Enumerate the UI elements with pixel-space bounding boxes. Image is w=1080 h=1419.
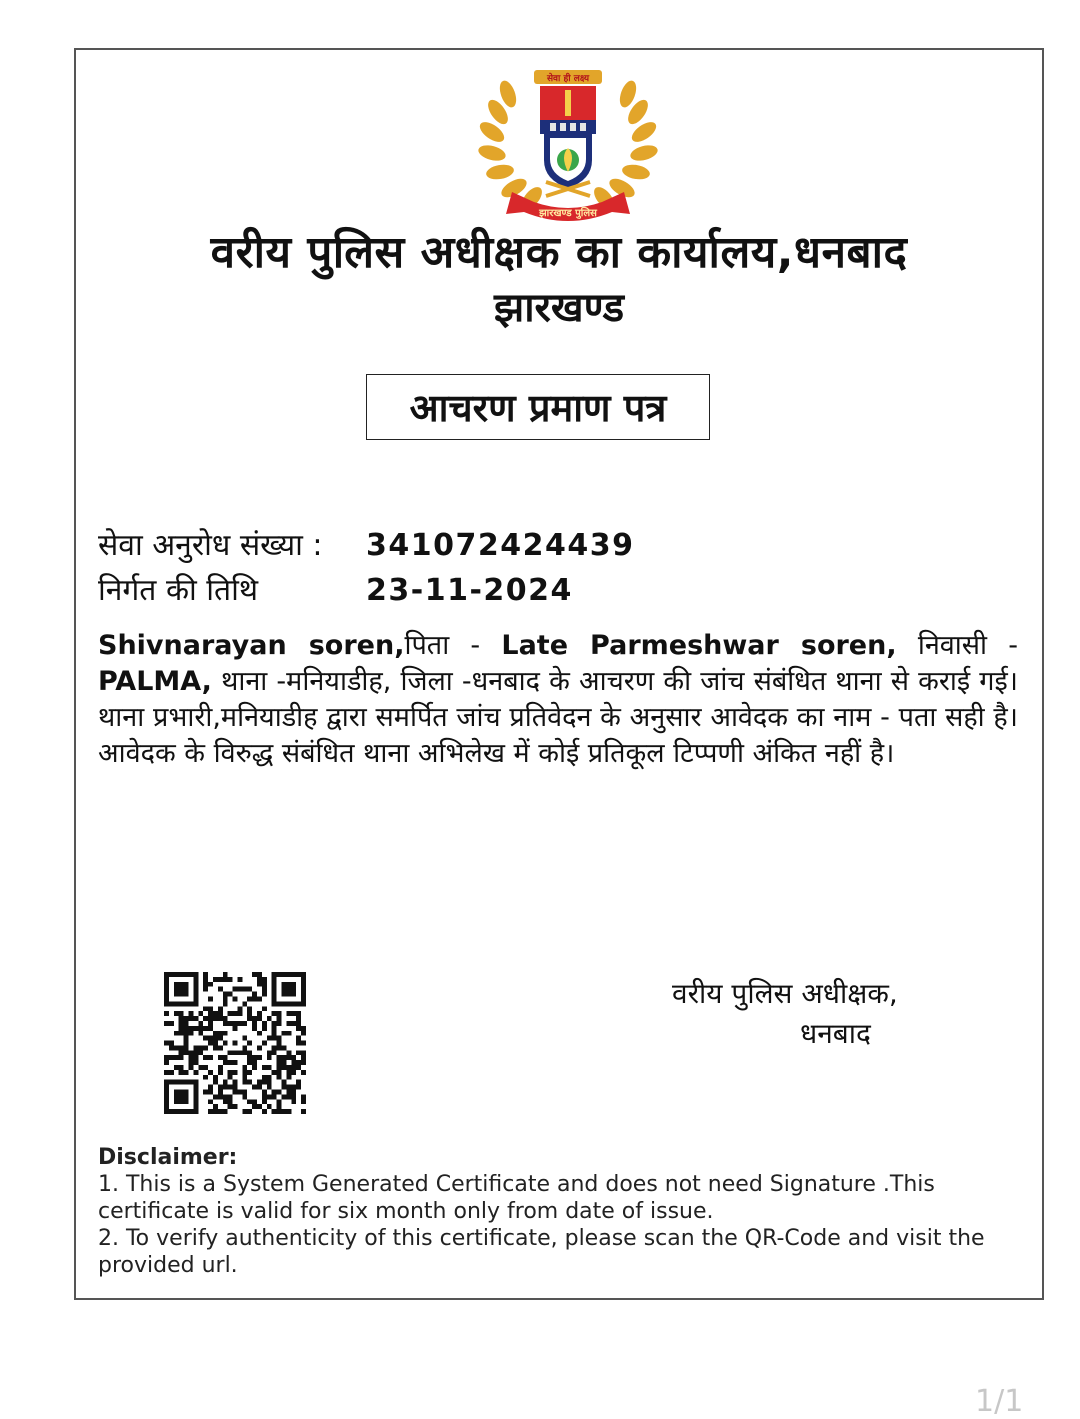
disclaimer-point-1: 1. This is a System Generated Certificate and does not need Signature .This certificate is valid for six month only from date of issue.	[98, 1172, 935, 1224]
issue-date-label: निर्गत की तिथि	[98, 573, 259, 608]
signatory-block	[672, 974, 972, 1054]
certificate-body	[98, 628, 1018, 772]
disclaimer-point-2: 2. To verify authenticity of this certificate, please scan the QR-Code and visit the provided url.	[98, 1226, 985, 1278]
emblem-motto: सेवा ही लक्ष्य	[546, 74, 590, 84]
request-number-label: सेवा अनुरोध संख्या :	[98, 528, 323, 563]
office-state: झारखण्ड	[493, 285, 625, 331]
page-counter: 1/1	[975, 1384, 1024, 1419]
issue-date-row	[98, 568, 573, 609]
jharkhand-police-emblem	[448, 64, 688, 232]
verification-qr-code[interactable]	[164, 972, 306, 1114]
disclaimer-heading: Disclaimer:	[98, 1145, 238, 1170]
father-prefix: पिता -	[404, 630, 502, 661]
certificate-page	[74, 48, 1044, 1300]
request-number-value: 341072424439	[366, 528, 635, 563]
village-name: PALMA,	[98, 666, 212, 697]
office-title: वरीय पुलिस अधीक्षक का कार्यालय,धनबाद	[210, 227, 908, 278]
emblem-ribbon-text: झारखण्ड पुलिस	[539, 208, 597, 219]
request-number-row	[98, 523, 635, 564]
applicant-name: Shivnarayan soren,	[98, 630, 405, 661]
father-name: Late Parmeshwar soren,	[501, 630, 897, 661]
signatory-location: धनबाद	[800, 1017, 871, 1050]
disclaimer-block	[98, 1144, 998, 1279]
laurel-right	[590, 78, 659, 212]
issue-date-value: 23-11-2024	[366, 573, 573, 608]
laurel-left	[477, 78, 546, 212]
certificate-title: आचरण प्रमाण पत्र	[366, 374, 710, 440]
resident-label: निवासी -	[896, 630, 1019, 661]
body-statement: थाना -मनियाडीह, जिला -धनबाद के आचरण की जांच संबंधित थाना से कराई गई। थाना प्रभारी,मनियाडीह द्वारा समर्पित जांच प्रतिवेदन के अनुसार आवेदक का नाम - पता सही है। आवेदक के विरुद्ध संबंधित थाना अभिलेख में कोई प्रतिकूल टिप्पणी अंकित नहीं है।	[98, 666, 1018, 769]
signatory-title: वरीय पुलिस अधीक्षक,	[672, 977, 898, 1010]
